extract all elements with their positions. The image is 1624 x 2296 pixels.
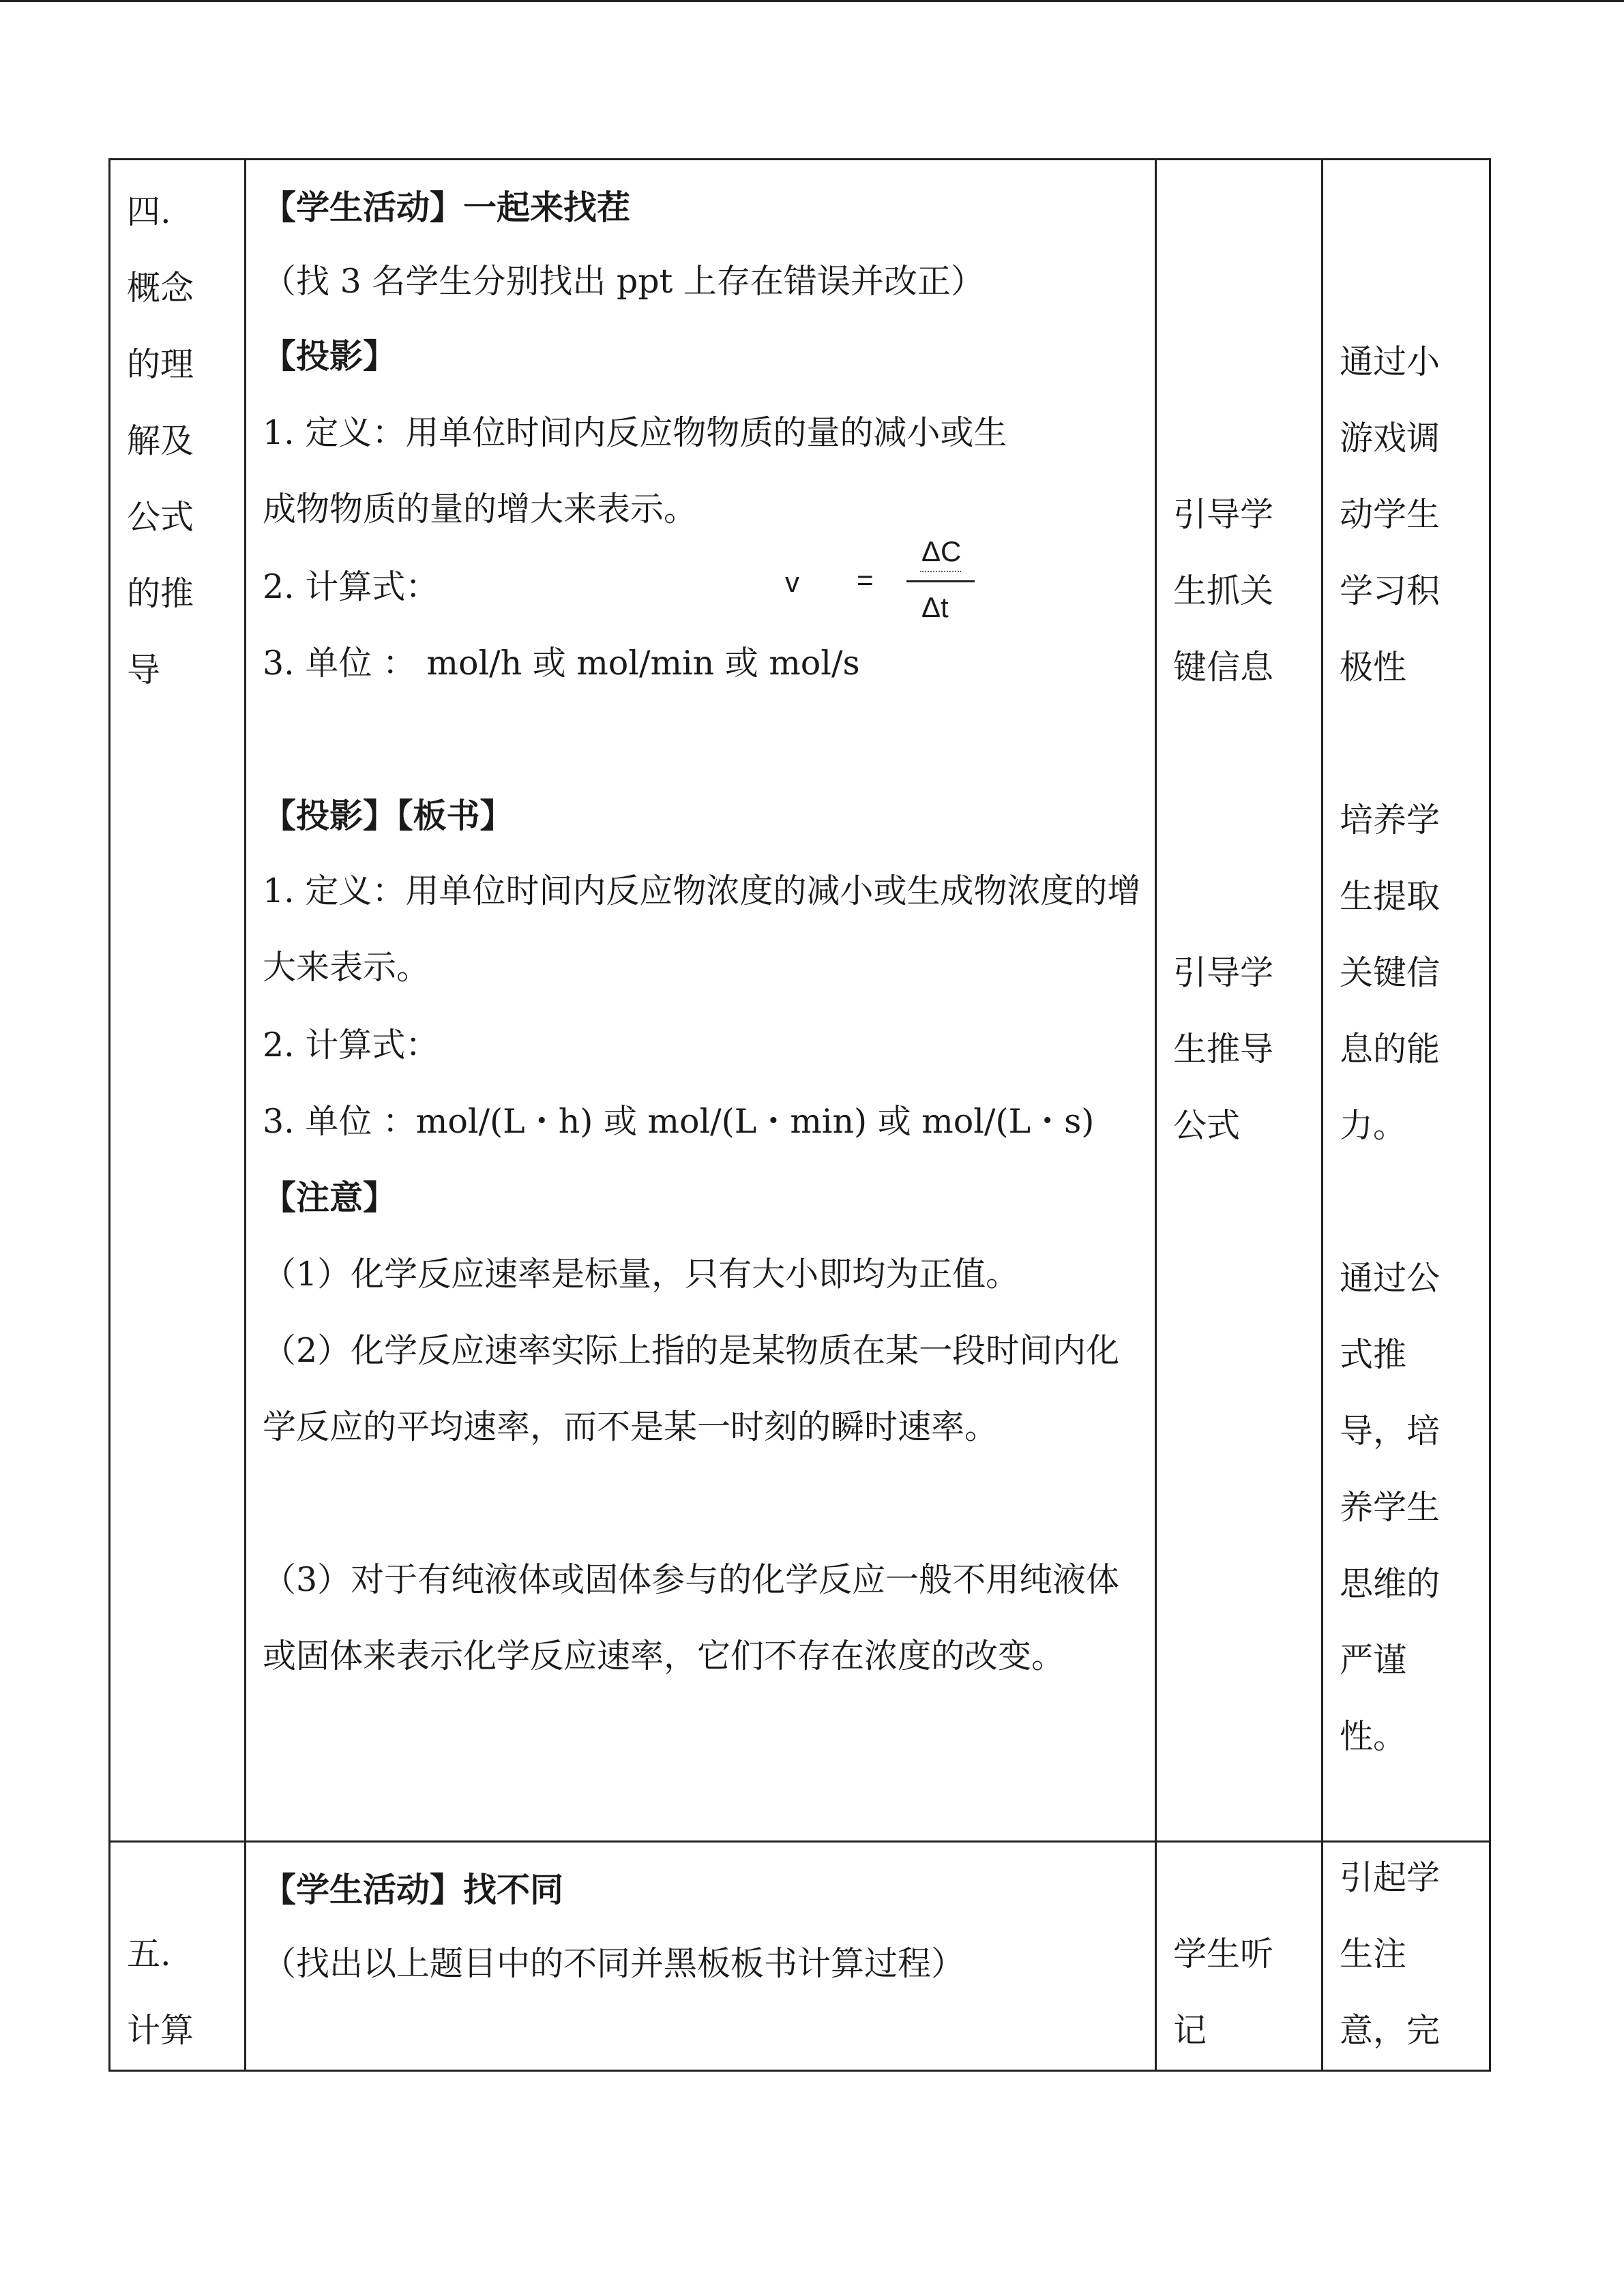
design-intent-b: 培养学 生提取 关键信 息的能 力。 — [1340, 801, 1441, 1145]
stage-cell — [110, 1842, 246, 2071]
table-row — [110, 160, 1490, 1842]
activity-note: （找 3 名学生分别找出 ppt 上存在错误并改正） — [263, 262, 984, 301]
stage-cell — [110, 160, 246, 1842]
teacher-activity-cell — [1156, 1842, 1323, 2071]
design-intent-cell — [1323, 1842, 1490, 2071]
note-heading: 【注意】 — [263, 1178, 397, 1217]
projection-board-heading: 【投影】【板书】 — [263, 796, 514, 835]
definition-1-line-1: 1. 定义：用单位时间内反应物物质的量的减小或生 — [263, 413, 1007, 452]
unit-line-1: 3. 单位 ： mol/h 或 mol/min 或 mol/s — [263, 644, 860, 683]
definition-2: 1. 定义：用单位时间内反应物浓度的减小或生成物浓度的增大来表示。 — [263, 871, 1141, 987]
lesson-plan-table — [108, 158, 1491, 2072]
formula-label-2: 2. 计算式： — [263, 1026, 439, 1064]
activity-note: （找出以上题目中的不同并黑板板书计算过程） — [263, 1944, 965, 1983]
design-intent: 引起学 生注 意，完 — [1340, 1858, 1441, 2050]
formula-denominator: Δt — [921, 591, 949, 623]
teacher-activity-cell — [1156, 160, 1323, 1842]
formula-v: v — [785, 566, 799, 598]
note-3: （3）对于有纯液体或固体参与的化学反应一般不用纯液体或固体来表示化学反应速率，它们不存在浓度的改变。 — [263, 1560, 1120, 1675]
projection-heading: 【投影】 — [263, 337, 397, 376]
activity-heading: 【学生活动】找不同 — [263, 1870, 564, 1909]
rate-formula — [785, 535, 990, 638]
formula-numerator: ΔC — [921, 535, 962, 567]
design-intent-c: 通过公 式推 导，培 养学生 思维的 严谨 性。 — [1340, 1259, 1441, 1756]
note-1: （1）化学反应速率是标量，只有大小即均为正值。 — [263, 1255, 1020, 1294]
teacher-activity-b: 引导学 生推导 公式 — [1173, 953, 1274, 1145]
definition-1-line-2: 成物物质的量的增大来表示。 — [263, 490, 698, 528]
design-intent-cell — [1323, 160, 1490, 1842]
fraction-bar — [906, 580, 975, 582]
content-cell — [246, 1842, 1156, 2071]
activity-heading: 【学生活动】一起来找茬 — [263, 188, 631, 227]
formula-equals: = — [857, 564, 874, 596]
stage-label: 五. 计算 — [127, 1935, 194, 2050]
stage-label: 四. 概念 的理 解及 公式 的推 导 — [127, 192, 194, 689]
teacher-activity-a: 引导学 生抓关 键信息 — [1173, 495, 1274, 687]
note-2: （2）化学反应速率实际上指的是某物质在某一段时间内化学反应的平均速率，而不是某一时刻的瞬时速率。 — [263, 1331, 1120, 1446]
formula-label-1: 2. 计算式： — [263, 567, 439, 606]
teacher-activity: 学生听 记 — [1173, 1935, 1274, 2050]
top-border-line — [0, 0, 1624, 2]
formula-dots — [920, 571, 961, 572]
table-row — [110, 1842, 1490, 2071]
unit-line-2: 3. 单位 ：mol/(L・h) 或 mol/(L・min) 或 mol/(L・s) — [263, 1102, 1095, 1141]
design-intent-a: 通过小 游戏调 动学生 学习积 极性 — [1340, 342, 1441, 687]
content-cell — [246, 160, 1156, 1842]
